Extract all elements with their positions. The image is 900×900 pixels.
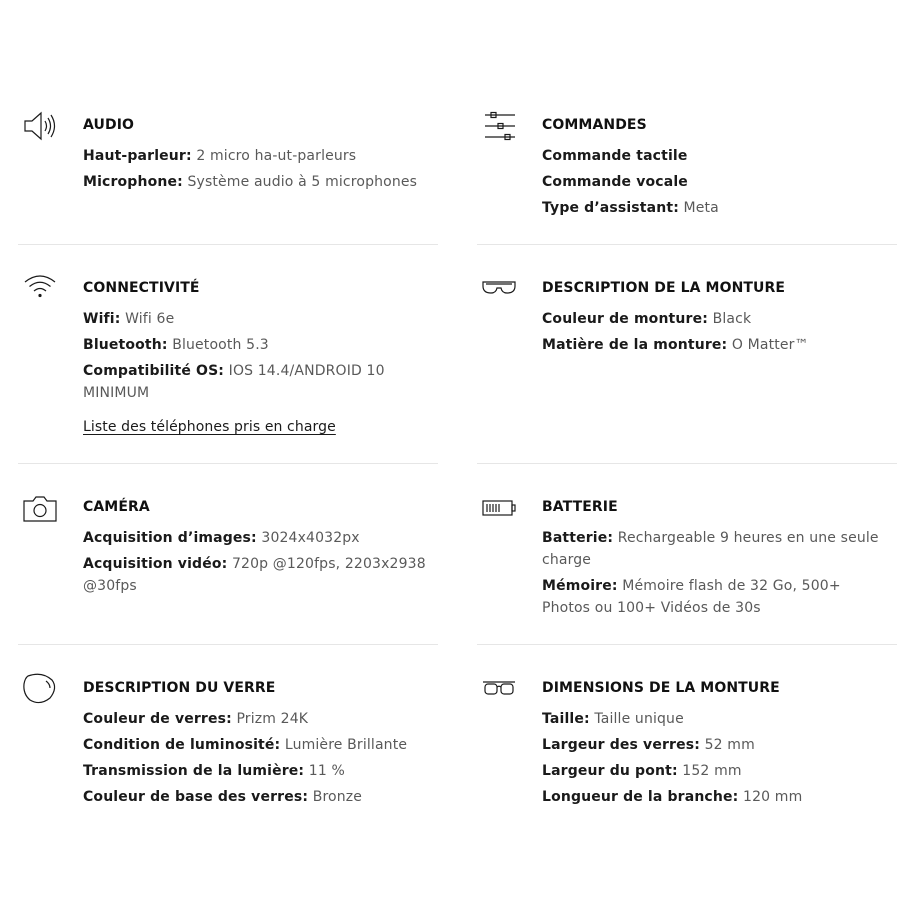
divider	[477, 644, 897, 645]
spec-row	[542, 575, 887, 619]
spec-row	[542, 334, 887, 356]
section-title: DIMENSIONS DE LA MONTURE	[542, 680, 780, 696]
spec-list	[83, 308, 428, 438]
spec-row	[83, 171, 428, 193]
spec-row	[83, 145, 428, 167]
spec-key: Haut-parleur:	[83, 148, 192, 164]
camera-icon	[22, 491, 58, 527]
spec-value: Lumière Brillante	[280, 737, 408, 753]
spec-key: Condition de luminosité:	[83, 737, 281, 753]
spec-row	[83, 334, 428, 356]
divider	[18, 463, 438, 464]
spec-value: O Matter™	[727, 337, 809, 353]
spec-row	[542, 308, 887, 330]
section-title: COMMANDES	[542, 117, 647, 133]
divider	[18, 644, 438, 645]
section-title: BATTERIE	[542, 499, 618, 515]
spec-key: Wifi:	[83, 311, 121, 327]
section-title: CAMÉRA	[83, 499, 150, 515]
spec-value: Wifi 6e	[120, 311, 175, 327]
spec-key: Microphone:	[83, 174, 183, 190]
spec-row	[542, 708, 887, 730]
spec-value: Système audio à 5 microphones	[182, 174, 418, 190]
spec-row	[83, 360, 428, 404]
spec-key: Commande vocale	[542, 174, 688, 190]
spec-key: Bluetooth:	[83, 337, 168, 353]
spec-key: Transmission de la lumière:	[83, 763, 305, 779]
spec-value: 11 %	[304, 763, 345, 779]
glasses-icon	[481, 670, 517, 706]
spec-value: 2 micro ha-ut-parleurs	[191, 148, 357, 164]
spec-key: Batterie:	[542, 530, 614, 546]
spec-row	[83, 734, 428, 756]
spec-key: Couleur de verres:	[83, 711, 232, 727]
spec-value: Bluetooth 5.3	[167, 337, 269, 353]
spec-key: Longueur de la branche:	[542, 789, 739, 805]
spec-row	[542, 734, 887, 756]
spec-row	[542, 145, 887, 167]
section-title: CONNECTIVITÉ	[83, 280, 200, 296]
sliders-icon	[481, 108, 517, 144]
spec-key: Acquisition d’images:	[83, 530, 257, 546]
spec-value: Black	[707, 311, 752, 327]
lens-icon	[22, 670, 58, 706]
spec-value: Prizm 24K	[231, 711, 309, 727]
spec-key: Matière de la monture:	[542, 337, 728, 353]
spec-key: Largeur du pont:	[542, 763, 678, 779]
spec-value: Rechargeable 9 heures en une seule charge	[542, 530, 879, 568]
spec-value: 3024x4032px	[256, 530, 360, 546]
supported-phones-link[interactable]: Liste des téléphones pris en charge	[83, 419, 336, 435]
spec-key: Taille:	[542, 711, 590, 727]
section-title: DESCRIPTION DE LA MONTURE	[542, 280, 786, 296]
spec-value: IOS 14.4/ANDROID 10 MINIMUM	[83, 363, 385, 401]
spec-key: Mémoire:	[542, 578, 618, 594]
spec-row	[542, 171, 887, 193]
spec-row	[542, 527, 887, 571]
spec-value: Mémoire flash de 32 Go, 500+ Photos ou 100+ Vidéos de 30s	[542, 578, 841, 616]
spec-row	[83, 786, 428, 808]
spec-list	[83, 145, 428, 197]
spec-key: Largeur des verres:	[542, 737, 700, 753]
spec-value: 720p @120fps, 2203x2938 @30fps	[83, 556, 426, 594]
spec-key: Compatibilité OS:	[83, 363, 225, 379]
spec-value: Bronze	[308, 789, 363, 805]
spec-row	[83, 760, 428, 782]
section-title: DESCRIPTION DU VERRE	[83, 680, 276, 696]
spec-key: Acquisition vidéo:	[83, 556, 228, 572]
spec-value: Taille unique	[589, 711, 684, 727]
spec-key: Couleur de base des verres:	[83, 789, 309, 805]
spec-list	[542, 527, 887, 623]
spec-key: Commande tactile	[542, 148, 688, 164]
spec-row	[542, 197, 887, 219]
spec-row	[542, 760, 887, 782]
spec-list	[83, 708, 428, 812]
divider	[477, 463, 897, 464]
battery-icon	[481, 490, 517, 526]
divider	[18, 244, 438, 245]
spec-value: 120 mm	[738, 789, 803, 805]
sunglasses-icon	[481, 269, 517, 305]
spec-row	[83, 308, 428, 330]
spec-list	[83, 527, 428, 601]
spec-list	[542, 145, 887, 223]
spec-row	[83, 527, 428, 549]
spec-row	[83, 708, 428, 730]
spec-row	[542, 786, 887, 808]
speaker-icon	[22, 108, 58, 144]
spec-key: Type d’assistant:	[542, 200, 679, 216]
spec-row	[83, 553, 428, 597]
spec-key: Couleur de monture:	[542, 311, 708, 327]
spec-value: 52 mm	[699, 737, 755, 753]
spec-value: 152 mm	[677, 763, 742, 779]
wifi-icon	[22, 269, 58, 305]
divider	[477, 244, 897, 245]
section-title: AUDIO	[83, 117, 135, 133]
spec-value: Meta	[678, 200, 719, 216]
spec-list	[542, 308, 887, 360]
spec-list	[542, 708, 887, 812]
